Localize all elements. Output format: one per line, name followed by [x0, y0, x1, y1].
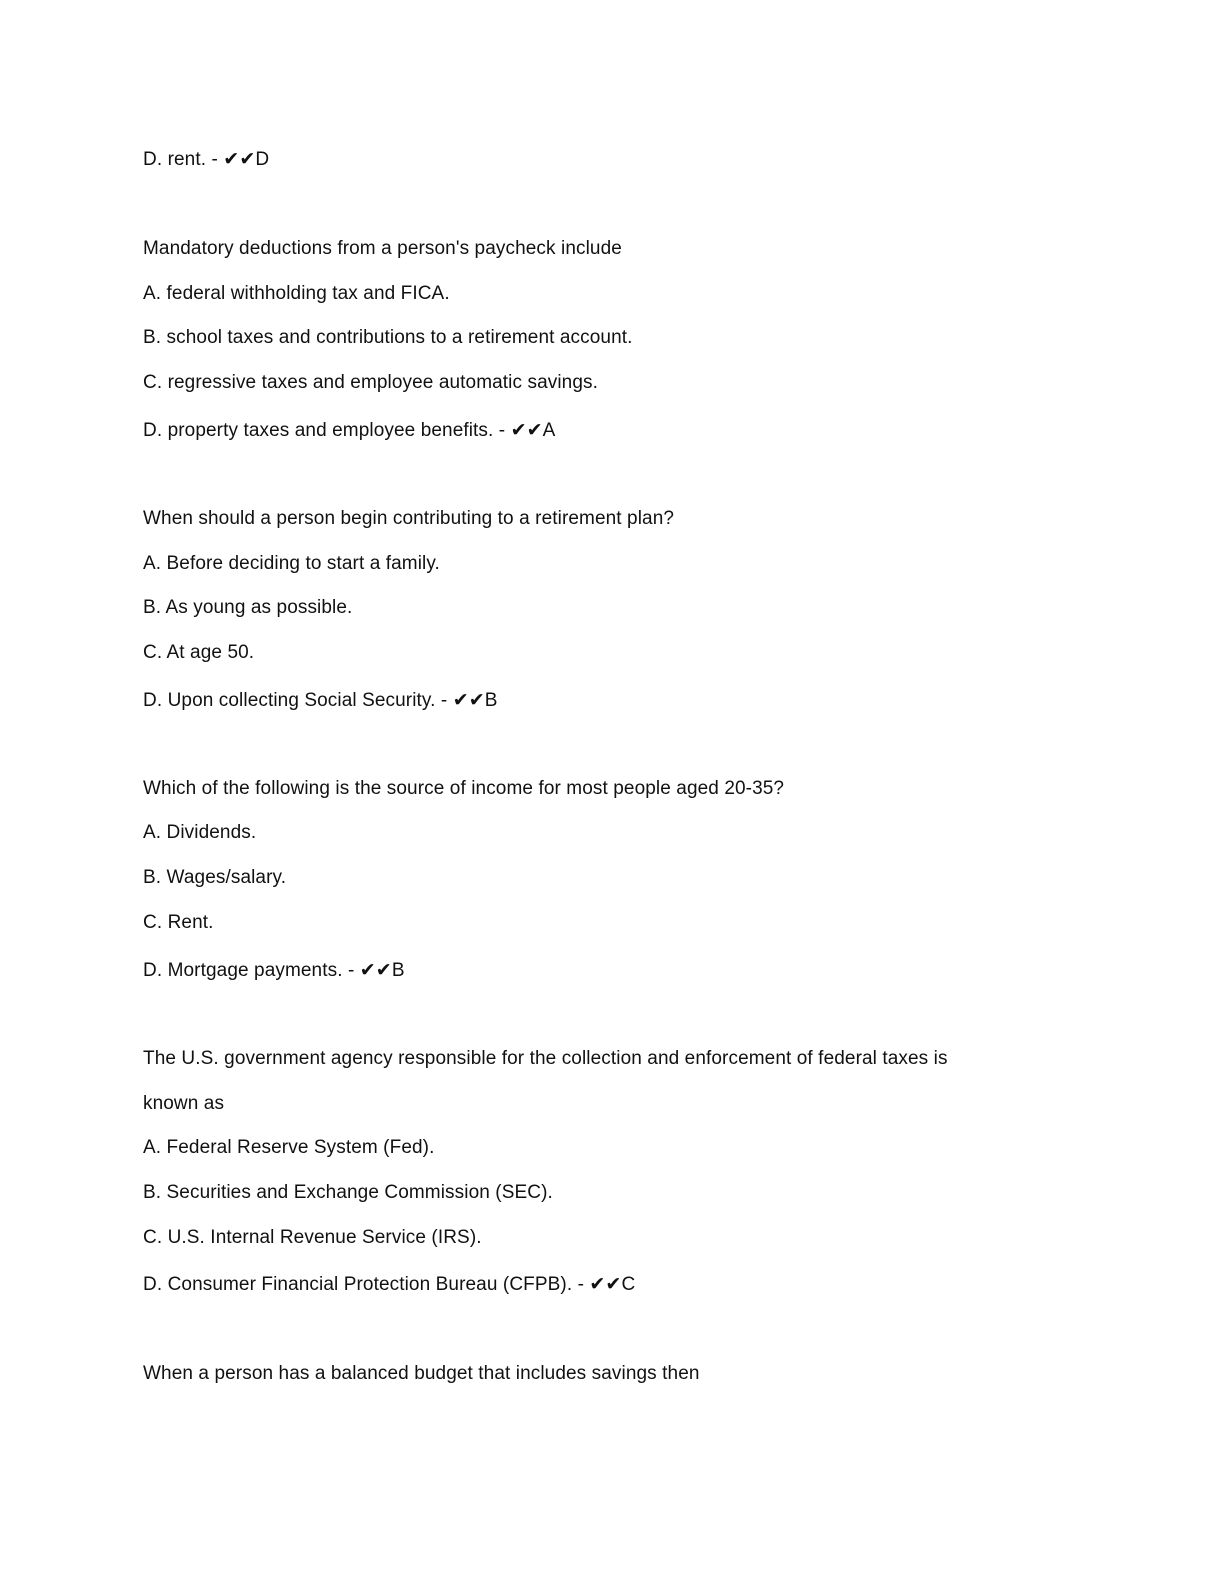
option-d-with-answer: [143, 688, 498, 713]
question-mandatory-deductions: Mandatory deductions from a person's paycheck include: [143, 238, 622, 259]
correct-answer: B: [391, 960, 405, 981]
option-b: B. Securities and Exchange Commission (SEC).: [143, 1182, 553, 1203]
option-c: C. Rent.: [143, 912, 214, 933]
double-check-icon: ✔✔: [223, 148, 256, 170]
option-d-with-answer: [143, 958, 405, 983]
double-check-icon: ✔✔: [452, 689, 485, 711]
option-text: D. property taxes and employee benefits. -: [143, 420, 511, 441]
question-tax-agency-continued: known as: [143, 1093, 225, 1114]
option-text: D. rent. -: [143, 149, 224, 170]
question-retirement-plan: When should a person begin contributing to a retirement plan?: [143, 508, 675, 529]
correct-answer: A: [542, 420, 556, 441]
option-text: D. Consumer Financial Protection Bureau (CFPB). -: [143, 1274, 590, 1295]
option-a: A. Dividends.: [143, 822, 257, 843]
option-text: D. Upon collecting Social Security. -: [143, 690, 453, 711]
double-check-icon: ✔✔: [589, 1273, 622, 1295]
answer-line-rent: [143, 147, 269, 172]
option-c: C. At age 50.: [143, 642, 255, 663]
correct-answer: D: [255, 149, 270, 170]
option-b: B. school taxes and contributions to a retirement account.: [143, 327, 633, 348]
question-tax-agency: The U.S. government agency responsible for the collection and enforcement of federal taxes is: [143, 1048, 948, 1069]
option-a: A. federal withholding tax and FICA.: [143, 283, 450, 304]
option-b: B. Wages/salary.: [143, 867, 287, 888]
option-d-with-answer: [143, 1272, 635, 1297]
option-c: C. regressive taxes and employee automatic savings.: [143, 372, 598, 393]
option-c: C. U.S. Internal Revenue Service (IRS).: [143, 1227, 482, 1248]
option-a: A. Federal Reserve System (Fed).: [143, 1137, 435, 1158]
option-a: A. Before deciding to start a family.: [143, 553, 440, 574]
option-b: B. As young as possible.: [143, 597, 353, 618]
question-balanced-budget: When a person has a balanced budget that includes savings then: [143, 1363, 700, 1384]
option-d-with-answer: [143, 418, 555, 443]
double-check-icon: ✔✔: [510, 419, 543, 441]
correct-answer: C: [621, 1274, 636, 1295]
question-source-of-income: Which of the following is the source of income for most people aged 20-35?: [143, 778, 785, 799]
double-check-icon: ✔✔: [359, 959, 392, 981]
option-text: D. Mortgage payments. -: [143, 960, 360, 981]
correct-answer: B: [484, 690, 498, 711]
